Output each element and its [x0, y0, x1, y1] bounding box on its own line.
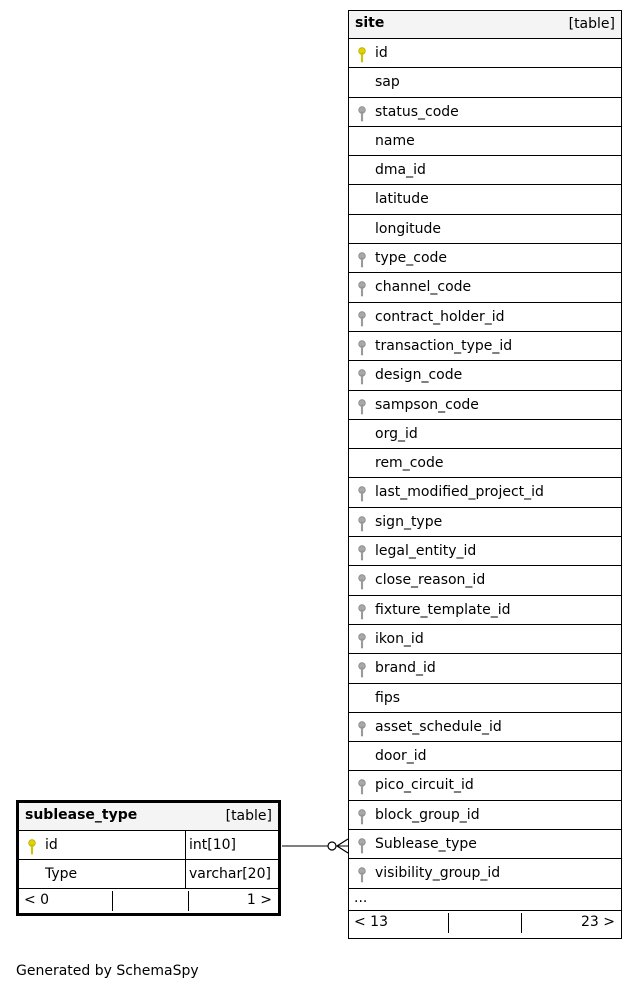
column-name: brand_id	[375, 660, 436, 677]
column-name: pico_circuit_id	[375, 777, 474, 794]
column-name: fixture_template_id	[375, 601, 511, 618]
column-name: rem_code	[375, 455, 444, 472]
column-name: block_group_id	[375, 806, 480, 823]
column-name: dma_id	[375, 162, 426, 179]
column-type: varchar[20]	[189, 866, 271, 882]
column-name: asset_schedule_id	[375, 718, 502, 735]
column-name: ikon_id	[375, 630, 424, 647]
table-name: site	[355, 15, 385, 31]
column-name: sap	[375, 74, 400, 91]
column-name: id	[45, 837, 58, 853]
child-count[interactable]: 23 >	[581, 913, 615, 930]
table-kind: [table]	[225, 808, 272, 824]
table-kind: [table]	[568, 16, 615, 32]
column-name: last_modified_project_id	[375, 484, 544, 501]
column-name: Sublease_type	[375, 836, 477, 853]
column-name: close_reason_id	[375, 572, 486, 589]
column-name: Type	[45, 866, 78, 882]
column-name: type_code	[375, 250, 448, 267]
column-name: design_code	[375, 367, 463, 384]
column-name: id	[375, 45, 388, 61]
generator-credit: Generated by SchemaSpy	[16, 963, 199, 979]
column-name: status_code	[375, 103, 459, 120]
table-name: sublease_type	[25, 807, 138, 823]
parent-count[interactable]: < 13	[354, 913, 388, 930]
column-type: int[10]	[189, 837, 236, 853]
column-name: contract_holder_id	[375, 308, 505, 325]
column-name: legal_entity_id	[375, 543, 477, 560]
column-name: fips	[375, 689, 400, 706]
column-name: transaction_type_id	[375, 337, 513, 354]
column-name: latitude	[375, 191, 429, 208]
column-name: name	[375, 132, 415, 149]
column-name: sampson_code	[375, 396, 479, 413]
parent-count[interactable]: < 0	[24, 892, 50, 908]
column-name: channel_code	[375, 279, 472, 296]
column-name: door_id	[375, 748, 427, 765]
column-name: org_id	[375, 425, 418, 442]
column-name: visibility_group_id	[375, 865, 501, 882]
column-name: longitude	[375, 220, 441, 237]
ellipsis-text: ...	[354, 889, 368, 906]
column-name: sign_type	[375, 513, 443, 530]
child-count[interactable]: 1 >	[246, 892, 272, 908]
